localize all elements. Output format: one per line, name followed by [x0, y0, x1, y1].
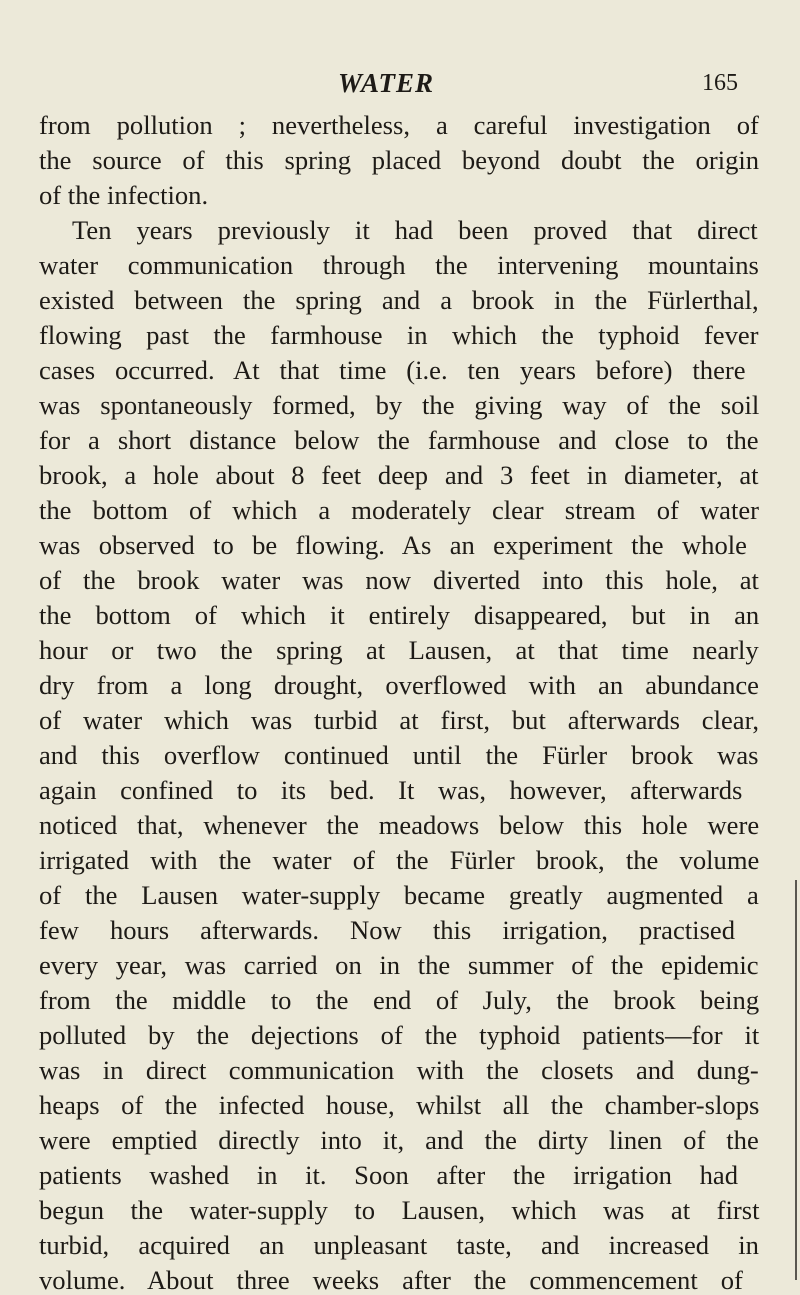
text-line: again confined to its bed. It was, however, afterwards: [39, 775, 743, 805]
text-line: from pollution ; nevertheless, a careful investigation of: [39, 110, 759, 140]
text-line: the bottom of which a moderately clear stream of water: [39, 495, 759, 525]
text-line: begun the water-supply to Lausen, which was at first: [39, 1195, 760, 1225]
page-number: 165: [702, 70, 738, 96]
text-line: volume. About three weeks after the commencement of: [39, 1265, 743, 1295]
text-line: existed between the spring and a brook in the Fürlerthal,: [39, 285, 759, 315]
text-line: of the Lausen water-supply became greatly augmented a: [39, 880, 759, 910]
text-line: was in direct communication with the closets and dung-: [39, 1055, 759, 1085]
text-line: irrigated with the water of the Fürler brook, the volume: [39, 845, 760, 875]
text-line: was observed to be flowing. As an experiment the whole: [39, 530, 747, 560]
text-line: for a short distance below the farmhouse and close to the: [39, 425, 759, 455]
text-line: the bottom of which it entirely disappeared, but in an: [39, 600, 760, 630]
text-line: the source of this spring placed beyond doubt the origin: [39, 145, 760, 175]
text-line: Ten years previously it had been proved that direct: [72, 215, 758, 245]
text-line: patients washed in it. Soon after the irrigation had: [39, 1160, 739, 1190]
scan-frame-edge: [795, 880, 797, 1280]
text-line: cases occurred. At that time (i.e. ten years before) there: [39, 355, 746, 385]
running-head: [0, 68, 800, 104]
text-line: dry from a long drought, overflowed with an abundance: [39, 670, 759, 700]
text-line: every year, was carried on in the summer of the epidemic: [39, 950, 759, 980]
text-line: few hours afterwards. Now this irrigation, practised: [39, 915, 736, 945]
running-title: WATER: [338, 68, 435, 98]
text-line: was spontaneously formed, by the giving way of the soil: [39, 390, 760, 420]
text-line: of the brook water was now diverted into this hole, at: [39, 565, 759, 595]
text-line: noticed that, whenever the meadows below this hole were: [39, 810, 760, 840]
text-line: of water which was turbid at first, but afterwards clear,: [39, 705, 760, 735]
text-line: hour or two the spring at Lausen, at that time nearly: [39, 635, 759, 665]
text-line: and this overflow continued until the Fürler brook was: [39, 740, 759, 770]
text-line: from the middle to the end of July, the brook being: [39, 985, 760, 1015]
text-line: flowing past the farmhouse in which the typhoid fever: [39, 320, 759, 350]
text-line: polluted by the dejections of the typhoid patients—for it: [39, 1020, 760, 1050]
text-line: turbid, acquired an unpleasant taste, and increased in: [39, 1230, 759, 1260]
text-line: were emptied directly into it, and the dirty linen of the: [39, 1125, 759, 1155]
text-line: heaps of the infected house, whilst all the chamber-slops: [39, 1090, 760, 1120]
text-line: of the infection.: [39, 180, 209, 210]
text-line: brook, a hole about 8 feet deep and 3 feet in diameter, at: [39, 460, 759, 490]
text-line: water communication through the intervening mountains: [39, 250, 759, 280]
